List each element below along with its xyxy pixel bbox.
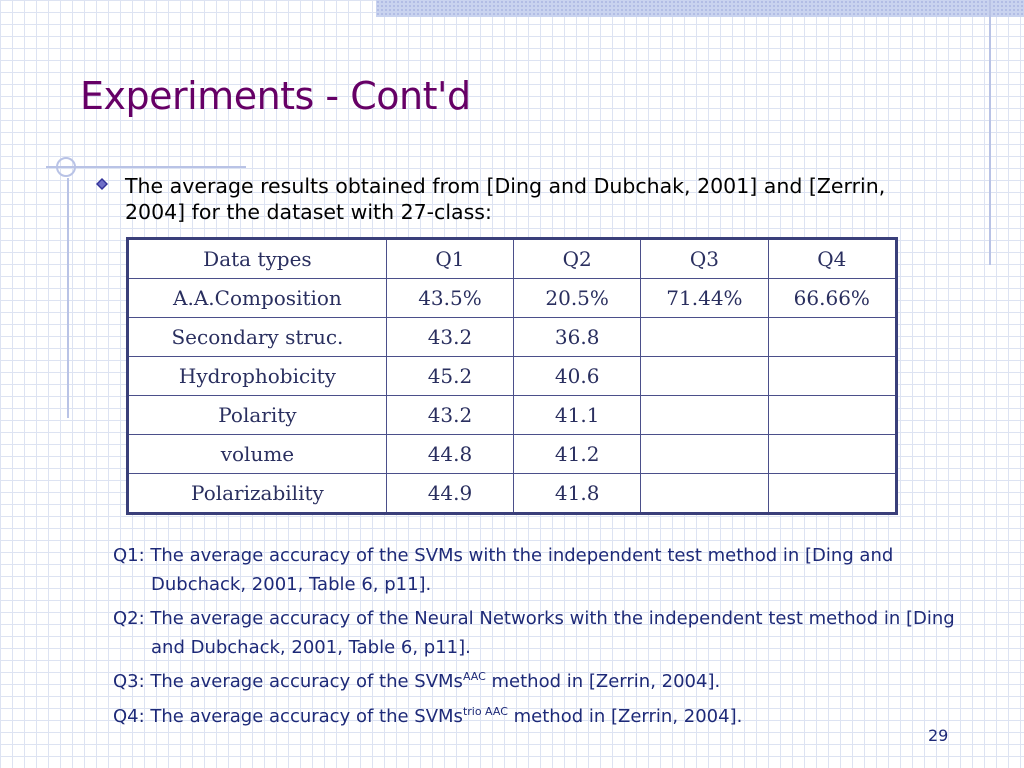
table-cell: 36.8 [514, 318, 641, 357]
top-decorative-band [376, 0, 1024, 17]
circle-decoration [56, 157, 76, 177]
header-cell: Data types [128, 239, 387, 279]
table-cell [641, 396, 768, 435]
page-number: 29 [928, 726, 949, 745]
table-cell [768, 435, 896, 474]
horizontal-decorative-line [46, 166, 246, 168]
header-cell: Q2 [514, 239, 641, 279]
intro-text: The average results obtained from [Ding and Dubchak, 2001] and [Zerrin, 2004] for the dataset with 27-class: [125, 174, 886, 224]
table-cell [641, 318, 768, 357]
note-q4-superscript: trio AAC [462, 704, 508, 718]
table-cell [641, 474, 768, 514]
table-cell: Polarity [128, 396, 387, 435]
table-cell: Polarizability [128, 474, 387, 514]
table-cell [768, 318, 896, 357]
results-table [126, 237, 898, 515]
table-row [128, 357, 897, 396]
table-cell: 44.8 [386, 435, 513, 474]
table-cell: volume [128, 435, 387, 474]
left-decorative-line [67, 178, 69, 418]
right-decorative-line [989, 0, 991, 265]
table-cell: A.A.Composition [128, 279, 387, 318]
note-q3 [113, 668, 993, 697]
table-cell [768, 396, 896, 435]
table-header-row [128, 239, 897, 279]
slide-title: Experiments - Cont'd [80, 74, 471, 118]
table-cell: 20.5% [514, 279, 641, 318]
note-q4-text: Q4: The average accuracy of the SVMs [113, 705, 463, 727]
table-cell: 43.2 [386, 318, 513, 357]
table-cell: 44.9 [386, 474, 513, 514]
diamond-bullet-icon [96, 178, 108, 190]
table-row [128, 474, 897, 514]
table-cell [641, 357, 768, 396]
header-cell: Q1 [386, 239, 513, 279]
note-q3-text: Q3: The average accuracy of the SVMs [113, 671, 463, 692]
table-cell [768, 357, 896, 396]
table-cell: 41.1 [514, 396, 641, 435]
note-q4 [113, 703, 993, 732]
note-q1: Q1: The average accuracy of the SVMs with the independent test method in [Ding and Dubchack, 2001, Table 6, p11]. [113, 545, 894, 595]
header-cell: Q3 [641, 239, 768, 279]
table-cell [641, 435, 768, 474]
table-row [128, 396, 897, 435]
notes-section [113, 542, 993, 737]
table-cell: 40.6 [514, 357, 641, 396]
table-row [128, 318, 897, 357]
table-cell: 71.44% [641, 279, 768, 318]
table-row [128, 279, 897, 318]
table-cell: 45.2 [386, 357, 513, 396]
header-cell: Q4 [768, 239, 896, 279]
table-row [128, 435, 897, 474]
note-q3-superscript: AAC [462, 670, 486, 683]
note-q2: Q2: The average accuracy of the Neural Networks with the independent test method in [Ding and Dubchack, 2001, Table 6, p11]. [113, 608, 955, 658]
note-q3-suffix: method in [Zerrin, 2004]. [485, 671, 721, 692]
table-cell: Hydrophobicity [128, 357, 387, 396]
table-cell: 41.2 [514, 435, 641, 474]
table-cell: 66.66% [768, 279, 896, 318]
table-cell: 43.5% [386, 279, 513, 318]
table-cell [768, 474, 896, 514]
table-cell: Secondary struc. [128, 318, 387, 357]
table-cell: 43.2 [386, 396, 513, 435]
note-q4-suffix: method in [Zerrin, 2004]. [507, 705, 743, 727]
table-cell: 41.8 [514, 474, 641, 514]
